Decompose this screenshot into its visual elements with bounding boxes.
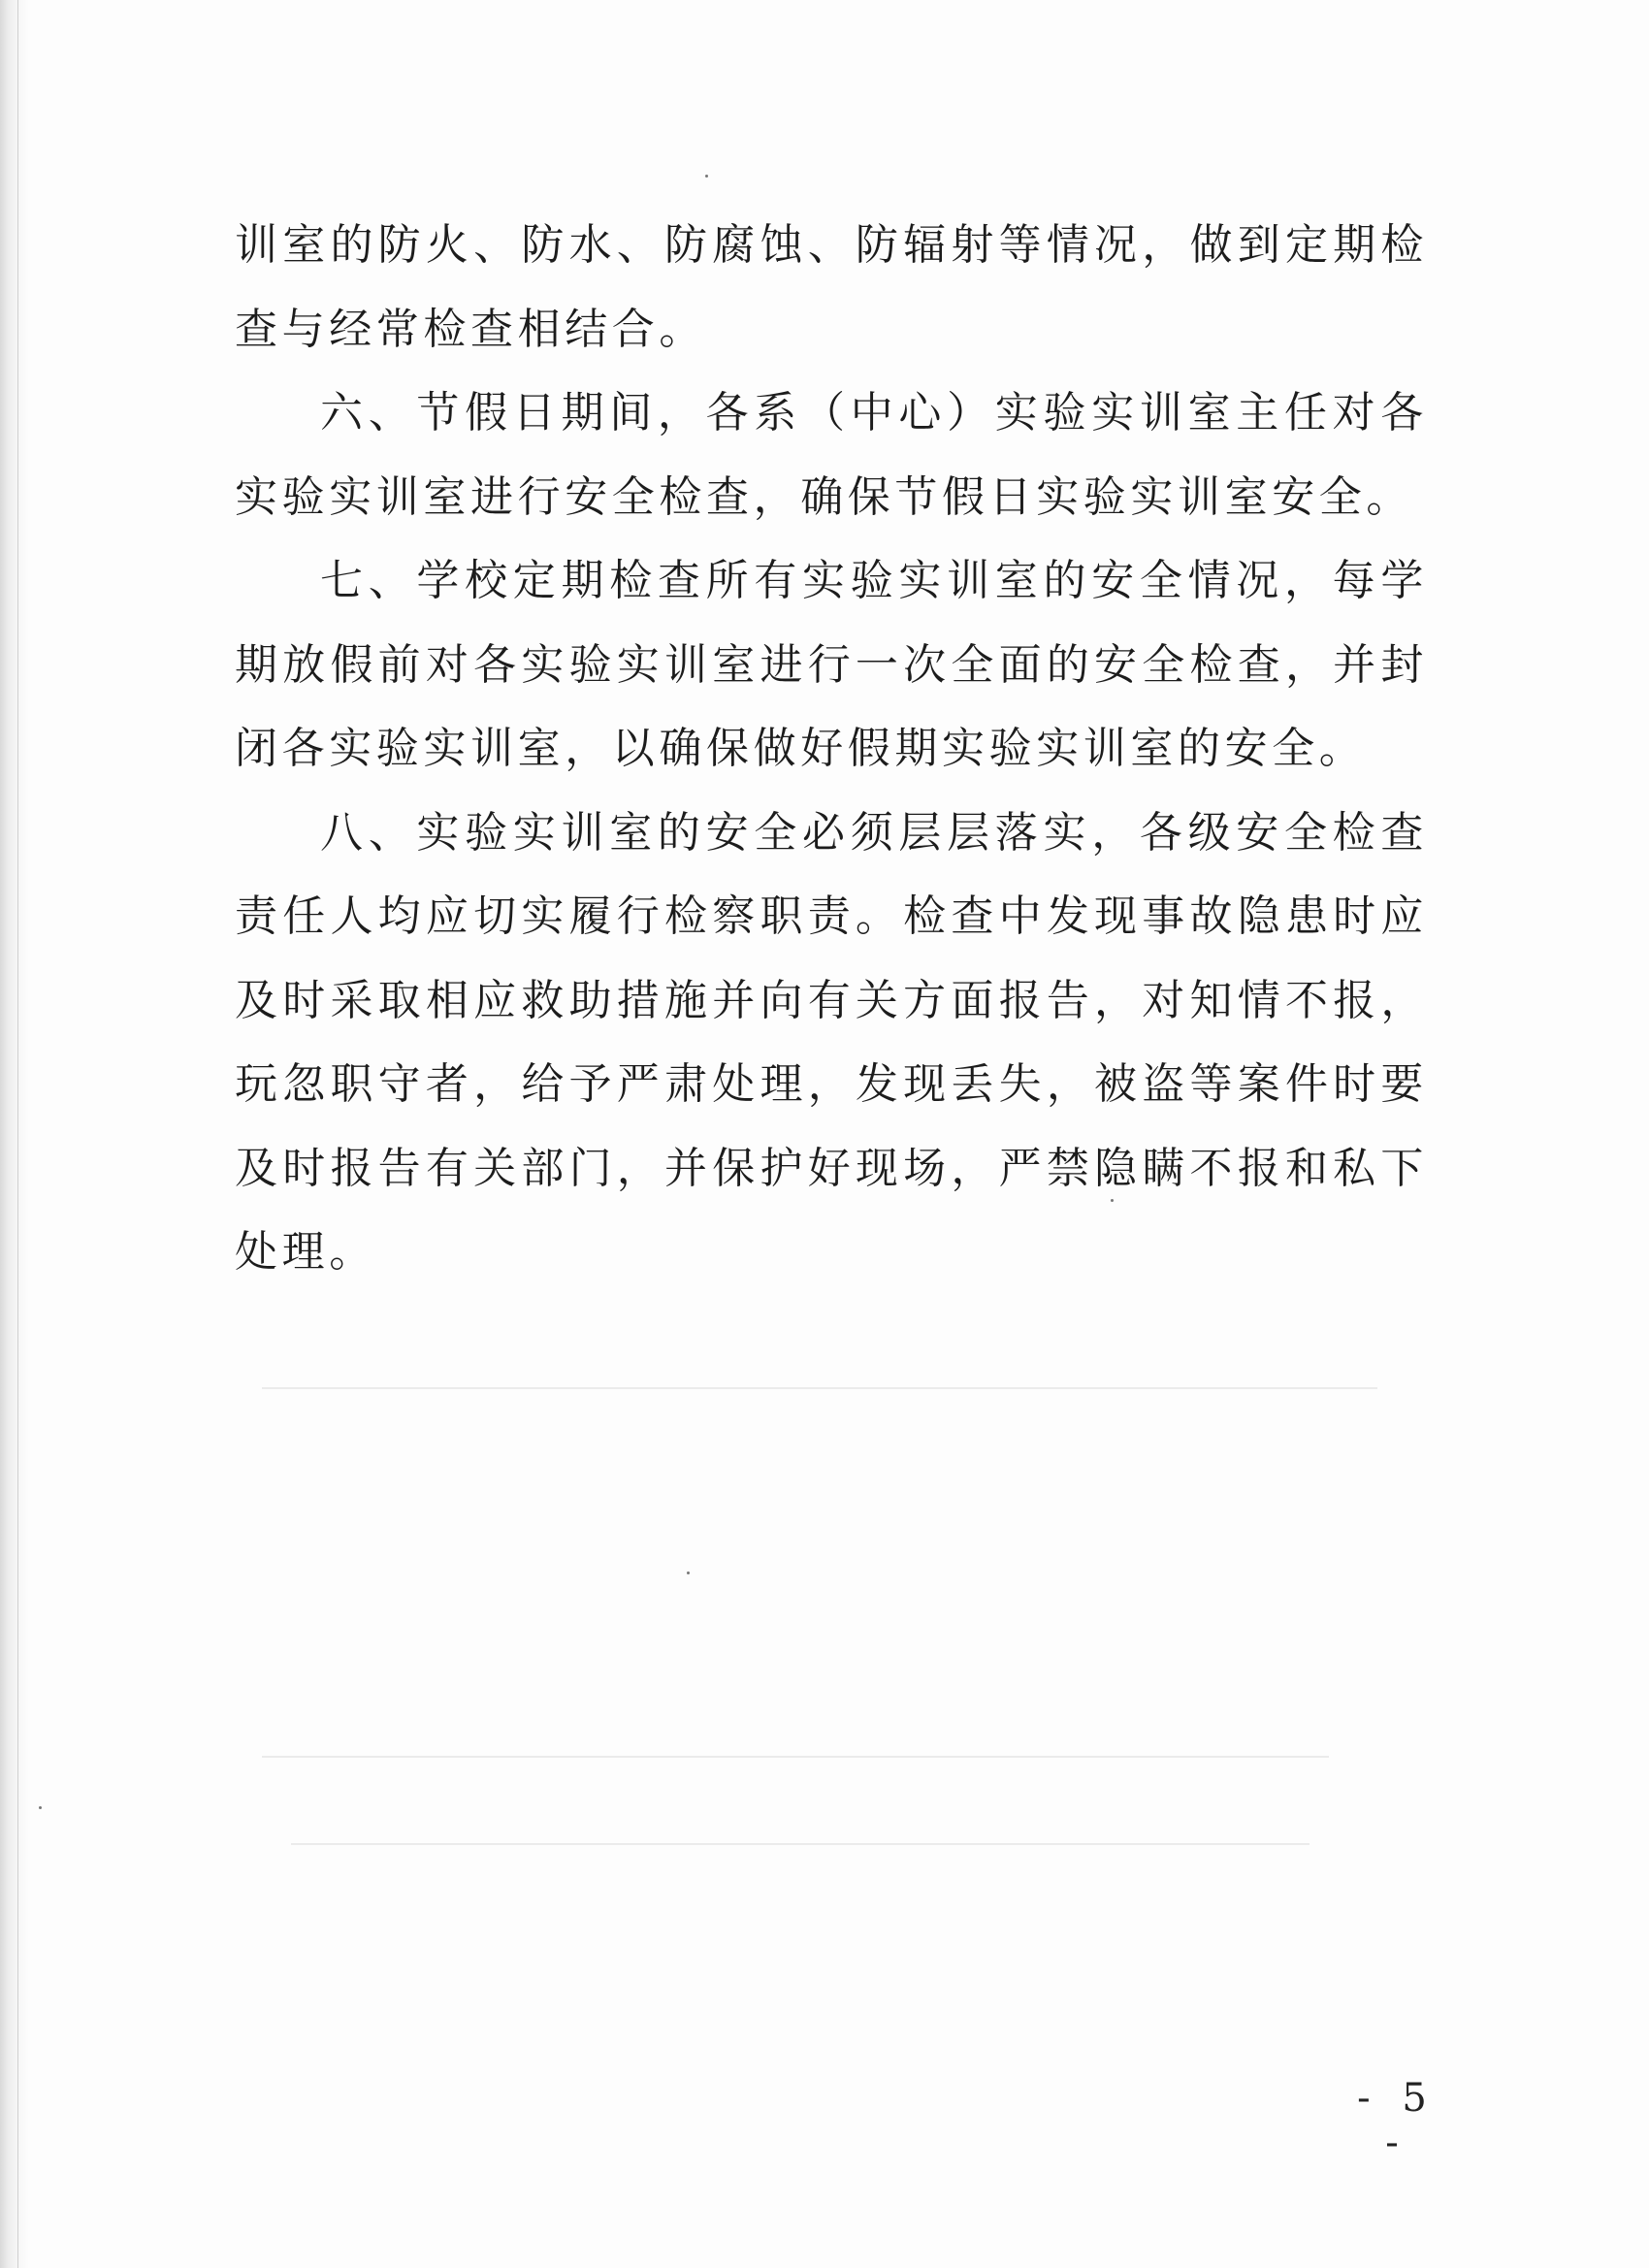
scan-speck bbox=[705, 175, 708, 178]
paragraph-item-six: 六、节假日期间，各系（中心）实验实训室主任对各实验实训室进行安全检查，确保节假日实验实训室安全。 bbox=[235, 388, 1428, 522]
page-number: - 5 - bbox=[1357, 2076, 1437, 2165]
scan-speck bbox=[687, 1571, 690, 1574]
bleed-through-trace bbox=[262, 1756, 1329, 1758]
paragraph-item-seven: 七、学校定期检查所有实验实训室的安全情况，每学期放假前对各实验实训室进行一次全面的安全检查，并封闭各实验实训室，以确保做好假期实验实训室的安全。 bbox=[235, 556, 1428, 773]
paragraph-continued: 训室的防火、防水、防腐蚀、防辐射等情况，做到定期检查与经常检查相结合。 bbox=[235, 220, 1428, 354]
document-body bbox=[235, 204, 1428, 1295]
scan-speck bbox=[39, 1806, 42, 1809]
bleed-through-trace bbox=[262, 1387, 1377, 1389]
scan-edge-line bbox=[17, 0, 18, 2268]
scan-edge-shadow bbox=[0, 0, 29, 2268]
bleed-through-trace bbox=[291, 1843, 1310, 1845]
paragraph-item-eight: 八、实验实训室的安全必须层层落实，各级安全检查责任人均应切实履行检察职责。检查中发现事故隐患时应及时采取相应救助措施并向有关方面报告，对知情不报，玩忽职守者，给予严肃处理，发现丢失，被盗等案件时要及时报告有关部门，并保护好现场，严禁隐瞒不报和私下处理。 bbox=[235, 807, 1428, 1277]
